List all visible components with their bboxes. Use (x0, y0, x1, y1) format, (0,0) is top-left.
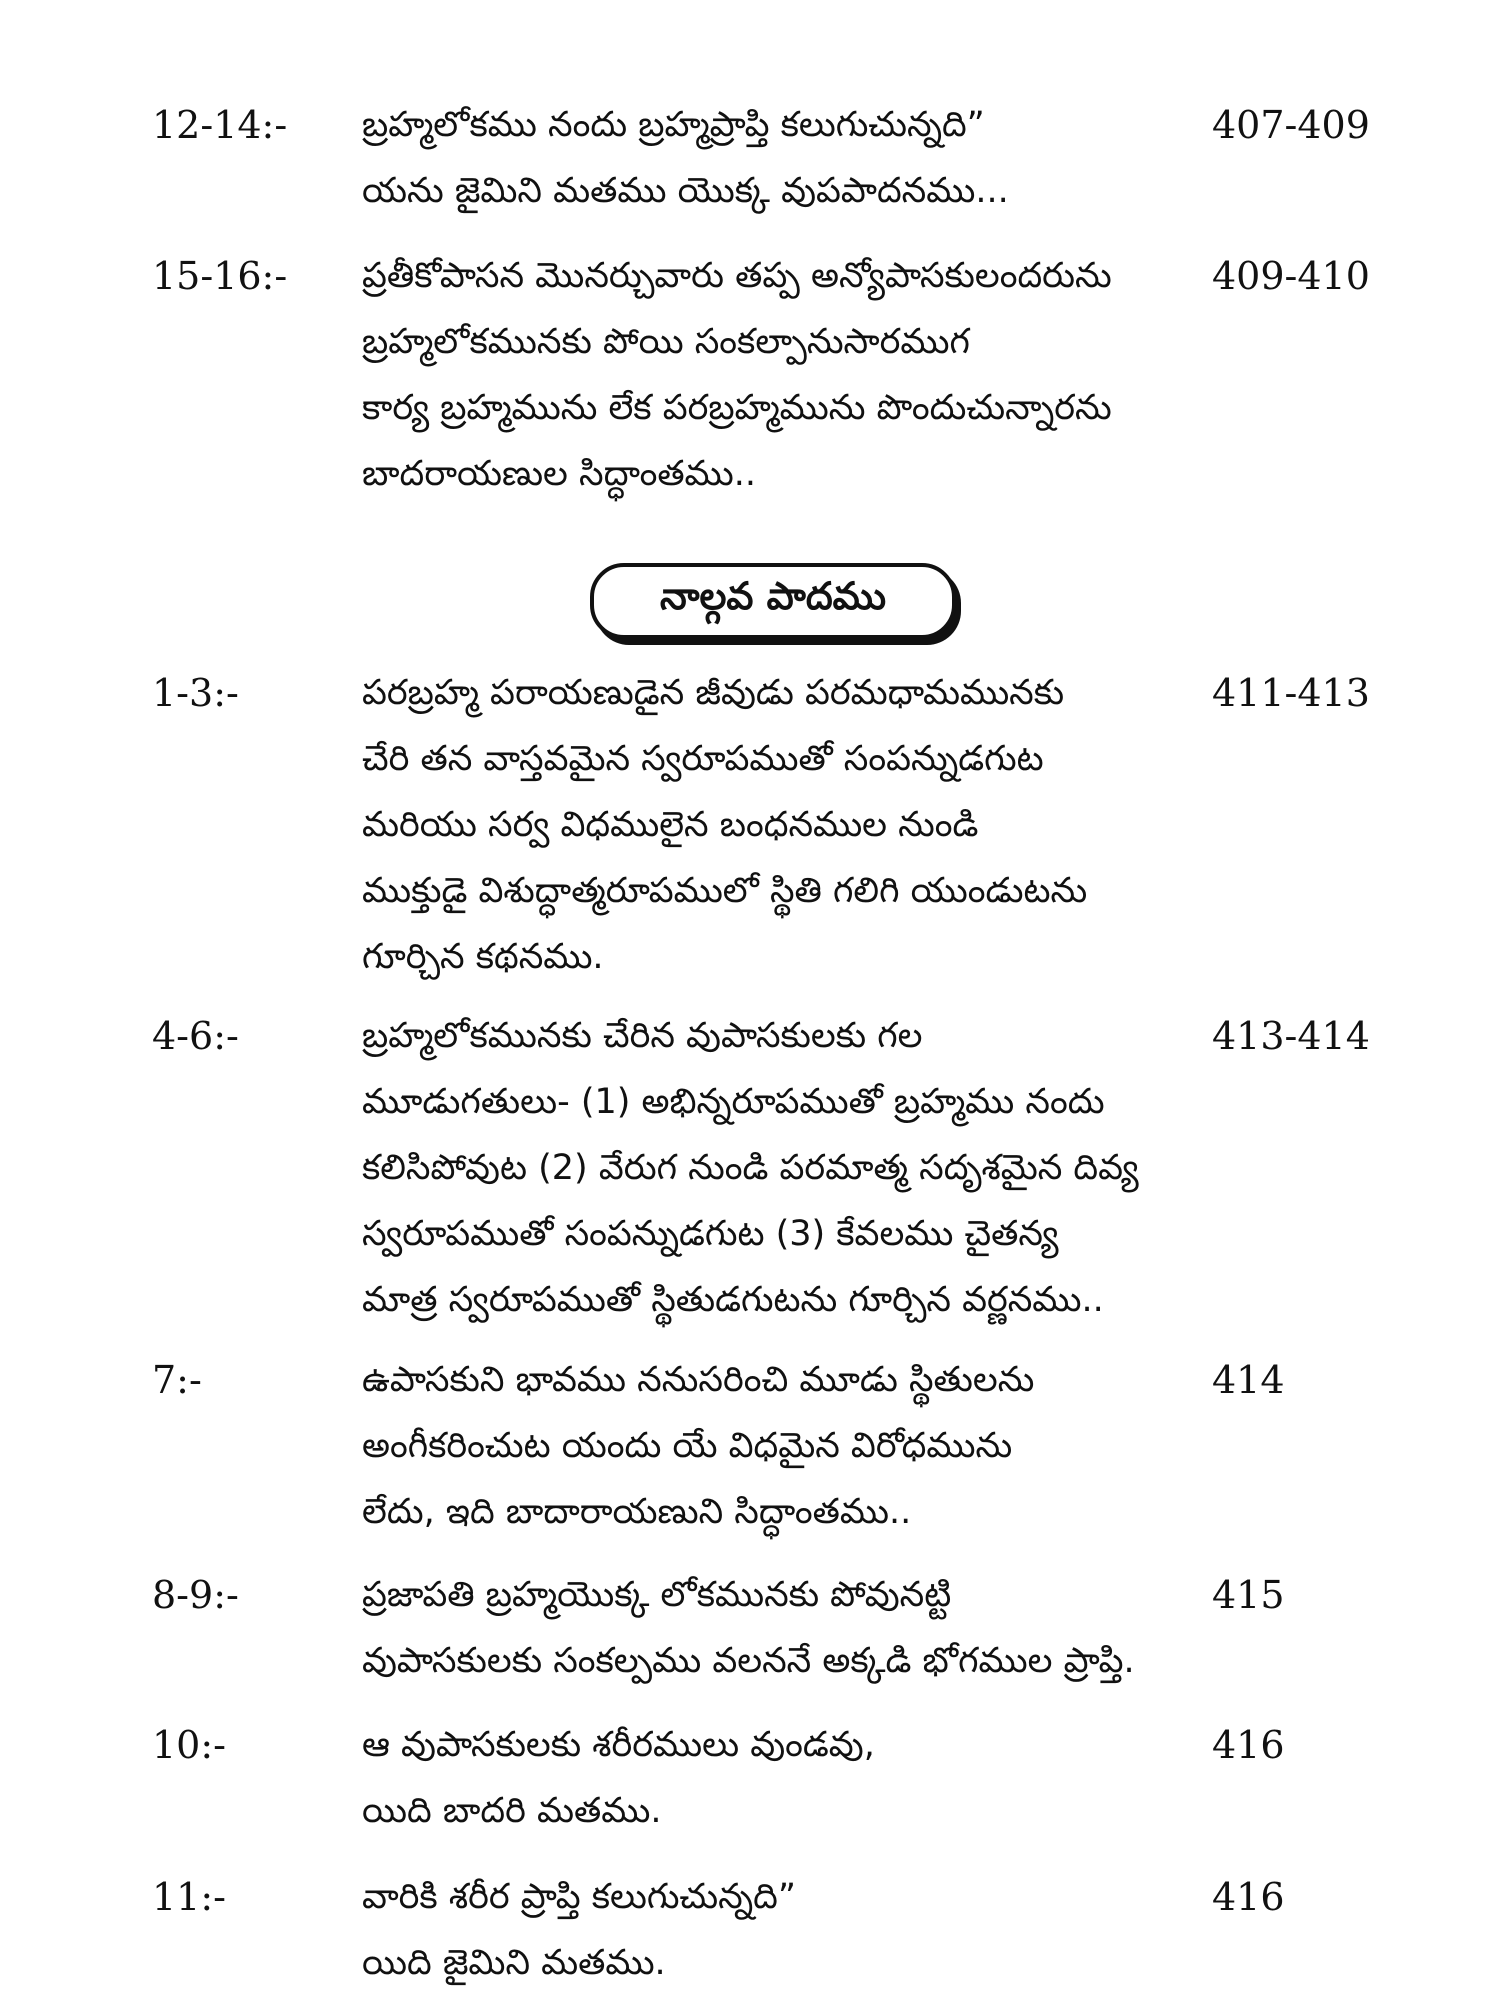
description-line: యను జైమిని మతము యొక్క వుపపాదనము... (362, 171, 1009, 211)
page-range: 415 (1212, 1573, 1285, 1617)
description-line: యిది బాదరి మతము. (362, 1791, 662, 1831)
description-line: స్వరూపముతో సంపన్నుడగుట (3) కేవలము చైతన్య (362, 1214, 1059, 1254)
verse-number: 15-16:- (152, 254, 288, 298)
description-line: చేరి తన వాస్తవమైన స్వరూపముతో సంపన్నుడగుట (362, 739, 1044, 779)
verse-number: 10:- (152, 1723, 226, 1767)
verse-number: 4-6:- (152, 1014, 239, 1058)
description-line: గూర్చిన కథనము. (362, 937, 604, 977)
entry-description (362, 92, 1212, 224)
entry-description (362, 1347, 1212, 1545)
description-line: బ్రహ్మలోకమునకు పోయి సంకల్పానుసారముగ (362, 322, 970, 362)
description-line: కార్య బ్రహ్మమును లేక పరబ్రహ్మమును పొందుచున్నారను (362, 388, 1112, 428)
entry-description (362, 1003, 1212, 1333)
description-line: వుపాసకులకు సంకల్పము వలననే అక్కడి భోగముల ప్రాప్తి. (362, 1641, 1135, 1681)
verse-number: 7:- (152, 1358, 202, 1402)
page-range: 416 (1212, 1875, 1285, 1919)
section-heading: నాల్గవ పాదము (590, 563, 956, 639)
page-range: 407-409 (1212, 103, 1370, 147)
verse-number: 1-3:- (152, 671, 239, 715)
entry-description (362, 1864, 1212, 1996)
description-line: మరియు సర్వ విధములైన బంధనముల నుండి (362, 805, 979, 845)
entry-description (362, 1712, 1212, 1844)
page-range: 409-410 (1212, 254, 1370, 298)
description-line: అంగీకరించుట యందు యే విధమైన విరోధమును (362, 1426, 1013, 1466)
description-line: ఉపాసకుని భావము ననుసరించి మూడు స్థితులను (362, 1360, 1035, 1400)
description-line: ప్రతీకోపాసన మొనర్చువారు తప్ప అన్యోపాసకులందరును (362, 256, 1112, 296)
description-line: యిది జైమిని మతము. (362, 1943, 666, 1983)
page-range: 413-414 (1212, 1014, 1370, 1058)
verse-number: 8-9:- (152, 1573, 239, 1617)
verse-number: 11:- (152, 1875, 226, 1919)
page-range: 416 (1212, 1723, 1285, 1767)
entry-description (362, 660, 1212, 990)
description-line: ఆ వుపాసకులకు శరీరములు వుండవు, (362, 1725, 875, 1765)
verse-number: 12-14:- (152, 103, 288, 147)
description-line: బ్రహ్మలోకము నందు బ్రహ్మప్రాప్తి కలుగుచున్నది” (362, 105, 985, 145)
description-line: మూడుగతులు- (1) అభిన్నరూపముతో బ్రహ్మము నందు (362, 1082, 1105, 1122)
entry-description (362, 1562, 1212, 1694)
description-line: ప్రజాపతి బ్రహ్మయొక్క లోకమునకు పోవునట్టి (362, 1575, 952, 1615)
description-line: బ్రహ్మలోకమునకు చేరిన వుపాసకులకు గల (362, 1016, 923, 1056)
entry-description (362, 243, 1212, 507)
description-line: పరబ్రహ్మ పరాయణుడైన జీవుడు పరమధామమునకు (362, 673, 1065, 713)
description-line: బాదరాయణుల సిద్ధాంతము.. (362, 454, 756, 494)
description-line: కలిసిపోవుట (2) వేరుగ నుండి పరమాత్మ సదృశమైన దివ్య (362, 1148, 1139, 1188)
description-line: మాత్ర స్వరూపముతో స్థితుడగుటను గూర్చిన వర్ణనము.. (362, 1280, 1104, 1320)
description-line: లేదు, ఇది బాదారాయణుని సిద్ధాంతము.. (362, 1492, 912, 1532)
page-range: 414 (1212, 1358, 1285, 1402)
description-line: వారికి శరీర ప్రాప్తి కలుగుచున్నది” (362, 1877, 796, 1917)
page-range: 411-413 (1212, 671, 1370, 715)
description-line: ముక్తుడై విశుద్ధాత్మరూపములో స్థితి గలిగి యుండుటను (362, 871, 1088, 911)
